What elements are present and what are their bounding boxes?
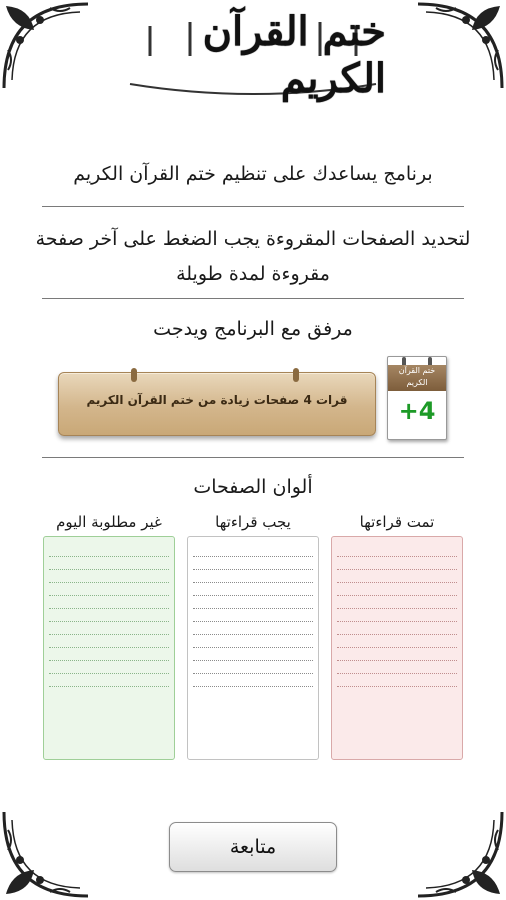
column-label-read: تمت قراءتها <box>359 513 435 531</box>
widget-note-text: مرفق مع البرنامج ويدجت <box>153 318 353 340</box>
instruction-text: لتحديد الصفحات المقروءة يجب الضغط على آخر صفحة مقروءة لمدة طويلة <box>35 228 471 285</box>
calendar-widget-icon <box>387 356 447 440</box>
page-sample-read <box>331 536 463 760</box>
divider <box>42 457 464 458</box>
widget-plaque-text: قرات 4 صفحات زيادة من ختم القرآن الكريم <box>86 393 348 407</box>
widget-preview-plaque <box>58 372 376 436</box>
divider <box>42 206 464 207</box>
corner-ornament-icon <box>414 0 506 92</box>
page-colors-title: ألوان الصفحات <box>193 476 313 498</box>
page-sample-not-required <box>43 536 175 760</box>
intro-text: برنامج يساعدك على تنظيم ختم القرآن الكريم <box>73 163 433 185</box>
app-logo-text: ختم القرآن الكريم <box>202 8 386 102</box>
column-label-to-read: يجب قراءتها <box>215 513 291 531</box>
calendar-value: +4 <box>398 397 436 425</box>
divider <box>42 298 464 299</box>
corner-ornament-icon <box>414 808 506 900</box>
continue-button[interactable]: متابعة <box>169 822 337 872</box>
app-logo <box>120 8 386 102</box>
calendar-title: ختم القرآن الكريم <box>388 365 446 391</box>
column-label-not-required: غير مطلوبة اليوم <box>56 513 162 531</box>
corner-ornament-icon <box>0 808 92 900</box>
corner-ornament-icon <box>0 0 92 92</box>
page-sample-to-read <box>187 536 319 760</box>
